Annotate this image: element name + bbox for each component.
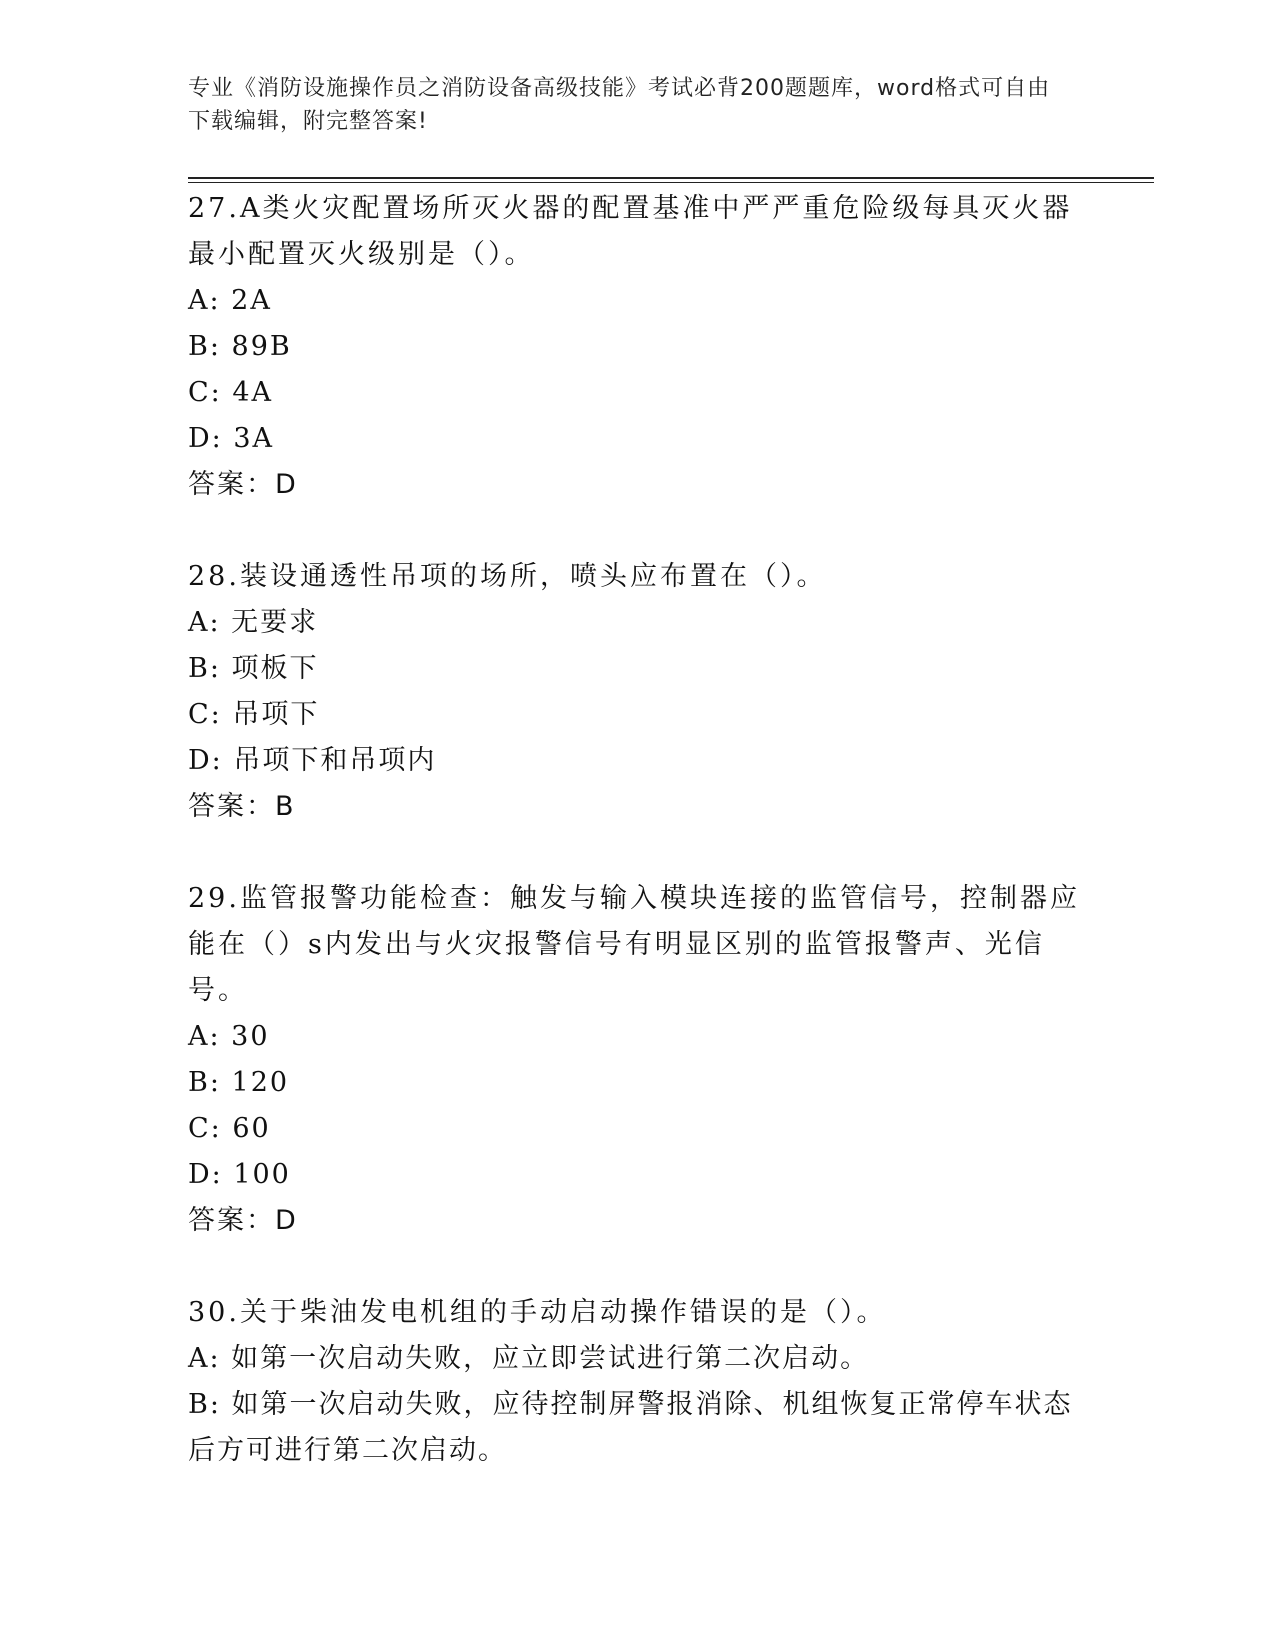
- answer-line: 答案：B: [188, 791, 296, 822]
- option-d: D: 吊项下和吊项内: [188, 745, 437, 776]
- option-d: D: 3A: [188, 423, 275, 454]
- option-a: A: 无要求: [188, 607, 319, 638]
- question-28: [188, 554, 1088, 830]
- option-c: C: 4A: [188, 377, 274, 408]
- option-b: B: 项板下: [188, 653, 319, 684]
- question-text: 29.监管报警功能检查：触发与输入模块连接的监管信号，控制器应能在（）s内发出与火灾报警信号有明显区别的监管报警声、光信号。: [188, 883, 1080, 1006]
- question-text: 27.A类火灾配置场所灭火器的配置基准中严严重危险级每具灭火器最小配置灭火级别是（）。: [188, 193, 1073, 270]
- header-divider: [188, 177, 1154, 179]
- document-header: 专业《消防设施操作员之消防设备高级技能》考试必背200题题库，word格式可自由下载编辑，附完整答案!: [188, 76, 1051, 134]
- question-text: 28.装设通透性吊项的场所，喷头应布置在（）。: [188, 561, 827, 592]
- answer-line: 答案：D: [188, 469, 298, 500]
- answer-line: 答案：D: [188, 1205, 298, 1236]
- option-b: B: 如第一次启动失败，应待控制屏警报消除、机组恢复正常停车状态后方可进行第二次启动。: [188, 1389, 1073, 1466]
- question-list: [188, 186, 1088, 1520]
- question-30: [188, 1290, 1088, 1474]
- header-divider-thin: [188, 182, 1154, 183]
- option-c: C: 60: [188, 1113, 271, 1144]
- option-d: D: 100: [188, 1159, 291, 1190]
- question-27: [188, 186, 1088, 508]
- option-a: A: 2A: [188, 285, 272, 316]
- option-b: B: 120: [188, 1067, 290, 1098]
- question-29: [188, 876, 1088, 1244]
- option-a: A: 30: [188, 1021, 270, 1052]
- option-b: B: 89B: [188, 331, 292, 362]
- option-c: C: 吊项下: [188, 699, 320, 730]
- option-a: A: 如第一次启动失败，应立即尝试进行第二次启动。: [188, 1343, 870, 1374]
- question-text: 30.关于柴油发电机组的手动启动操作错误的是（）。: [188, 1297, 887, 1328]
